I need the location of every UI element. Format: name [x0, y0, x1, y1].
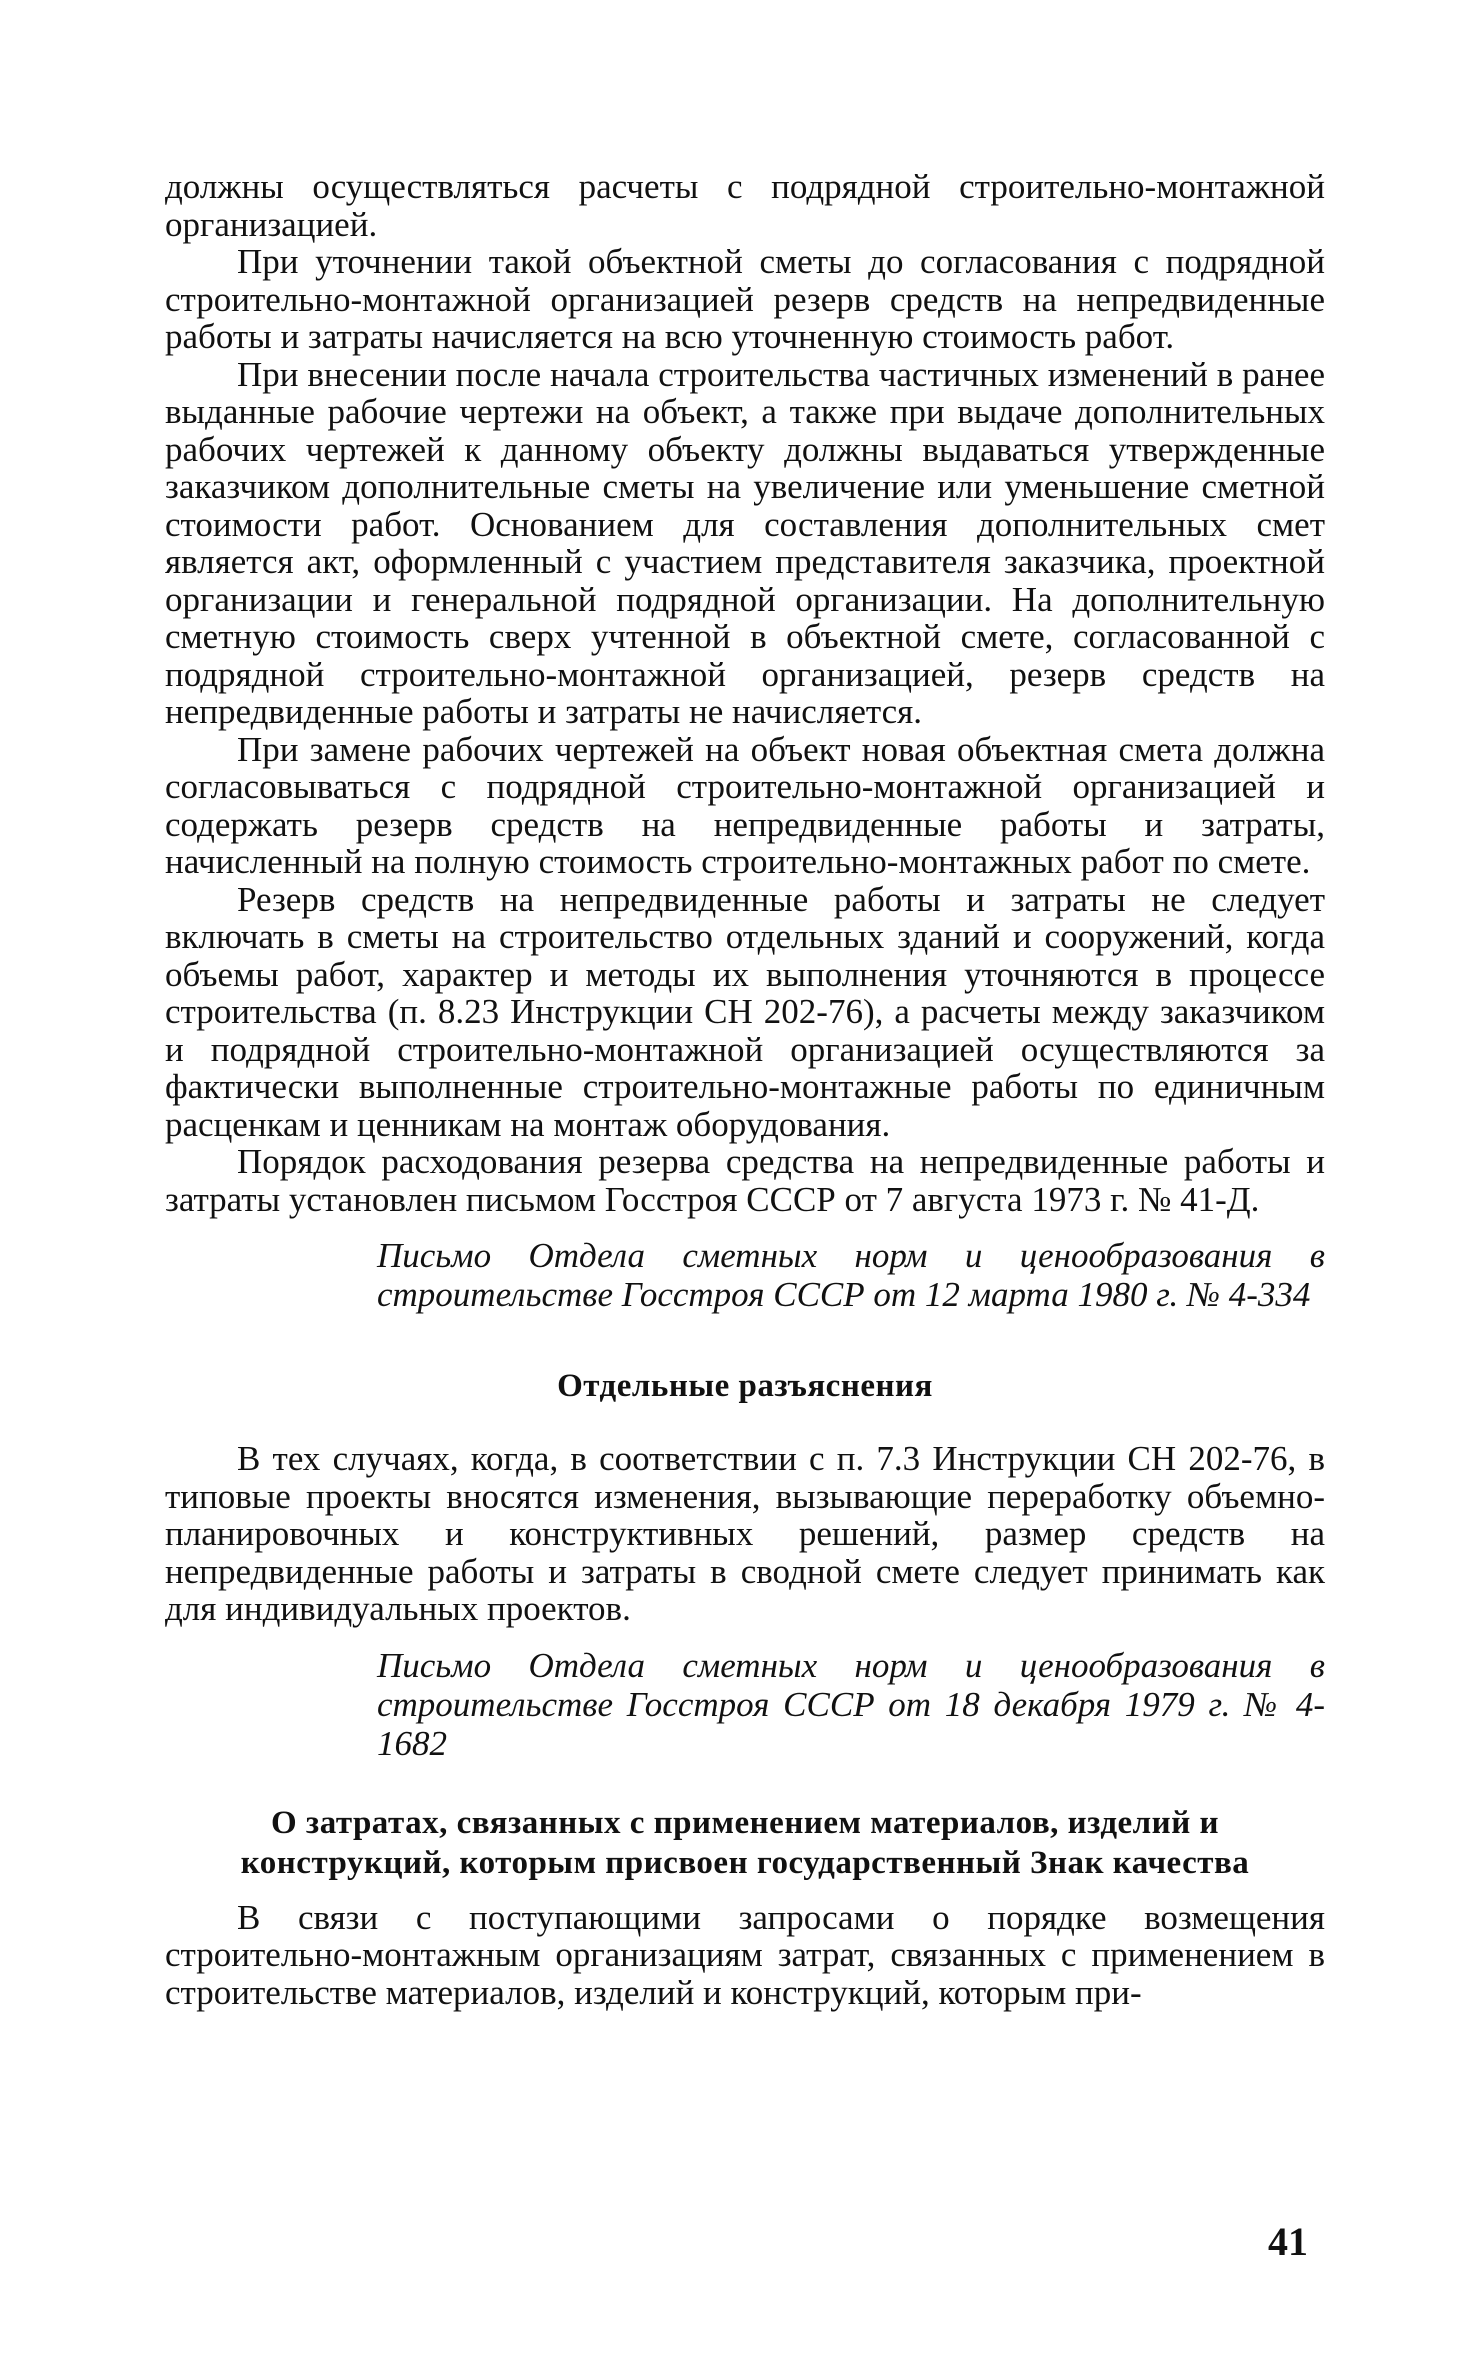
letter-reference: Письмо Отдела сметных норм и ценообразования в строительстве Госстроя СССР от 12 марта 1980 г. № 4-334: [377, 1236, 1325, 1314]
paragraph: должны осуществляться расчеты с подрядной строительно-монтажной организацией.: [165, 167, 1325, 244]
paragraph: В связи с поступающими запросами о порядке возмещения строительно-монтажным организациям затрат, связанных с применением в строительстве материалов, изделий и конструкций, которым при-: [165, 1897, 1325, 2012]
section-heading: О затратах, связанных с применением материалов, изделий и конструкций, которым присвоен государственный Знак качества: [240, 1804, 1250, 1881]
paragraph: При замене рабочих чертежей на объект новая объектная смета должна согласовываться с подрядной строительно-монтажной организацией и содержать резерв средств на непредвиденные работы и затраты, начисленный на полную стоимость строительно-монтажных работ по смете.: [165, 729, 1325, 881]
paragraph: Резерв средств на непредвиденные работы и затраты не следует включать в сметы на строительство отдельных зданий и сооружений, когда объемы работ, характер и методы их выполнения уточняются в процессе строительства (п. 8.23 Инструкции СН 202-76), а расчеты между заказчиком и подрядной строительно-монтажной организацией осуществляются за фактически выполненные строительно-монтажные работы по единичным расценкам и ценникам на монтаж оборудования.: [165, 879, 1325, 1144]
section-heading: Отдельные разъяснения: [557, 1368, 933, 1404]
page-body: [165, 168, 1325, 2011]
paragraph: Порядок расходования резерва средства на непредвиденные работы и затраты установлен письмом Госстроя СССР от 7 августа 1973 г. № 41-Д.: [165, 1142, 1325, 1219]
paragraph: При внесении после начала строительства частичных изменений в ранее выданные рабочие чертежи на объект, а также при выдаче дополнительных рабочих чертежей к данному объекту должны выдаваться утвержденные заказчиком дополнительные сметы на увеличение или уменьшение сметной стоимости работ. Основанием для составления дополнительных смет является акт, оформленный с участием представителя заказчика, проектной организации и генеральной подрядной организации. На дополнительную сметную стоимость сверх учтенной в объектной смете, согласованной с подрядной строительно-монтажной организацией, резерв средств на непредвиденные работы и затраты не начисляется.: [165, 354, 1325, 731]
paragraph: При уточнении такой объектной сметы до согласования с подрядной строительно-монтажной организацией резерв средств на непредвиденные работы и затраты начисляется на всю уточненную стоимость работ.: [165, 242, 1325, 356]
letter-reference: Письмо Отдела сметных норм и ценообразования в строительстве Госстроя СССР от 18 декабря 1979 г. № 4-1682: [377, 1645, 1325, 1763]
page-number: 41: [1268, 2219, 1308, 2264]
paragraph: В тех случаях, когда, в соответствии с п. 7.3 Инструкции СН 202-76, в типовые проекты вносятся изменения, вызывающие переработку объемно-планировочных и конструктивных решений, размер средств на непредвиденные работы и затраты в сводной смете следует принимать как для индивидуальных проектов.: [165, 1439, 1325, 1628]
